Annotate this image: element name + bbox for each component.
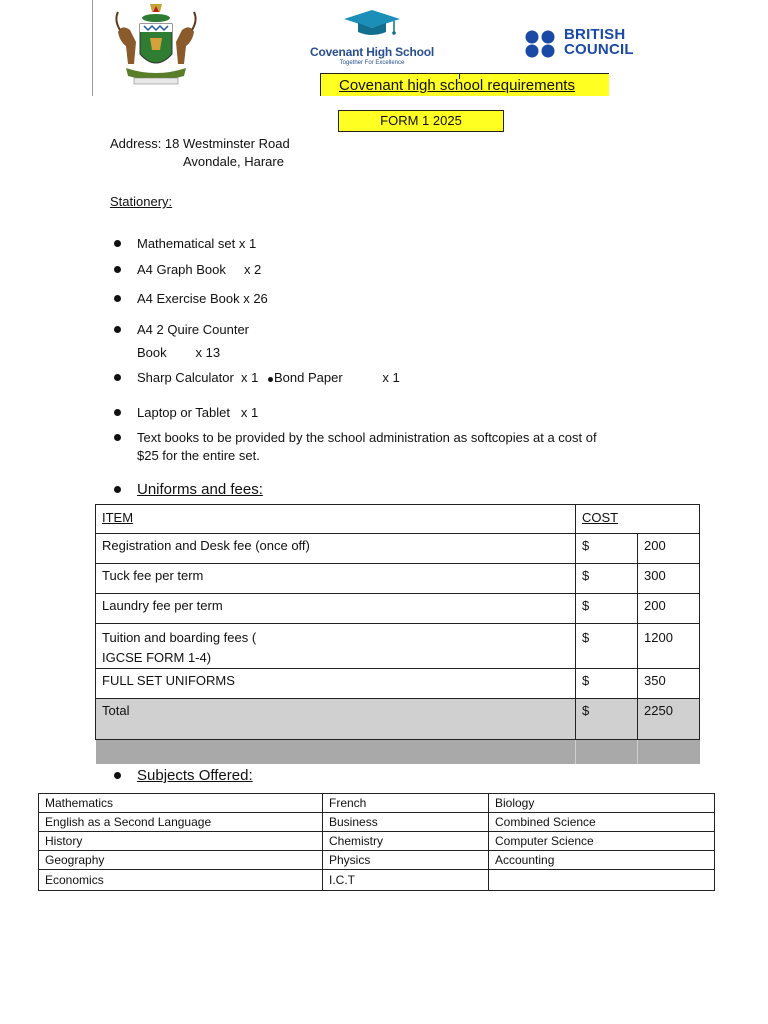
subject-cell: Biology xyxy=(489,794,715,813)
subject-cell: Business xyxy=(323,813,489,832)
fee-cost: 350 xyxy=(638,669,700,699)
british-council-dots-icon xyxy=(524,30,560,58)
bullet-icon xyxy=(114,409,121,416)
bullet-icon xyxy=(114,240,121,247)
table-row xyxy=(39,813,715,832)
subject-cell: Geography xyxy=(39,851,323,870)
fee-item: Registration and Desk fee (once off) xyxy=(96,534,576,564)
table-row xyxy=(96,669,700,699)
table-row xyxy=(96,594,700,624)
subject-cell: Chemistry xyxy=(323,832,489,851)
table-row xyxy=(96,534,700,564)
subject-cell: Computer Science xyxy=(489,832,715,851)
partner-logo-line1: BRITISH xyxy=(564,26,626,43)
currency-symbol: $ xyxy=(576,564,638,594)
partner-logo-line2: COUNCIL xyxy=(564,41,634,58)
bullet-icon xyxy=(114,434,121,441)
shaded-spacer-row xyxy=(96,740,700,765)
fee-item: Tuck fee per term xyxy=(96,564,576,594)
total-label: Total xyxy=(96,699,576,740)
fee-item-line2: IGCSE FORM 1-4) xyxy=(102,650,212,665)
subject-cell: Mathematics xyxy=(39,794,323,813)
total-cost: 2250 xyxy=(638,699,700,740)
subject-cell: Combined Science xyxy=(489,813,715,832)
fees-heading: Uniforms and fees: xyxy=(137,481,263,498)
subject-cell: I.C.T xyxy=(323,870,489,891)
subject-cell: French xyxy=(323,794,489,813)
stationery-heading: Stationery: xyxy=(110,194,173,209)
currency-symbol: $ xyxy=(576,699,638,740)
subject-cell: History xyxy=(39,832,323,851)
table-row xyxy=(39,832,715,851)
document-title: Covenant high school requirements xyxy=(339,77,575,94)
table-row xyxy=(96,624,700,669)
subject-cell: English as a Second Language xyxy=(39,813,323,832)
header-divider xyxy=(92,0,93,96)
table-row xyxy=(39,794,715,813)
subjects-table xyxy=(38,793,715,891)
column-header-item: ITEM xyxy=(102,510,134,525)
coat-of-arms-logo xyxy=(104,2,208,88)
bullet-icon xyxy=(114,295,121,302)
subjects-heading: Subjects Offered: xyxy=(137,767,253,784)
subject-cell: Physics xyxy=(323,851,489,870)
bullet-icon xyxy=(268,377,273,382)
address-line-1: Address: 18 Westminster Road xyxy=(110,136,290,151)
column-header-cost: COST xyxy=(582,510,619,525)
currency-symbol: $ xyxy=(576,534,638,564)
table-row xyxy=(96,564,700,594)
bullet-icon xyxy=(114,486,121,493)
stationery-item: A4 Graph Book x 2 xyxy=(137,262,262,277)
subject-cell: Economics xyxy=(39,870,323,891)
table-header-row xyxy=(96,505,700,534)
fee-item xyxy=(96,624,576,669)
graduation-cap-icon xyxy=(342,8,402,38)
currency-symbol: $ xyxy=(576,669,638,699)
table-row xyxy=(39,851,715,870)
document-title-box xyxy=(320,73,609,96)
british-council-logo xyxy=(524,26,654,60)
fees-table xyxy=(95,504,700,764)
bullet-icon xyxy=(114,374,121,381)
fee-cost: 300 xyxy=(638,564,700,594)
fee-cost: 1200 xyxy=(638,624,700,669)
subject-cell xyxy=(489,870,715,891)
form-year-box xyxy=(338,110,504,132)
school-logo-name: Covenant High School xyxy=(309,45,434,59)
fee-item-line1: Tuition and boarding fees ( xyxy=(102,630,257,645)
currency-symbol: $ xyxy=(576,594,638,624)
stationery-item: Text books to be provided by the school administration as softcopies at a cost of xyxy=(137,430,597,445)
stationery-item: Sharp Calculator x 1 xyxy=(137,370,259,385)
fee-item: FULL SET UNIFORMS xyxy=(96,669,576,699)
stationery-item: Mathematical set x 1 xyxy=(137,236,257,251)
total-row xyxy=(96,699,700,740)
fee-item: Laundry fee per term xyxy=(96,594,576,624)
table-row xyxy=(39,870,715,891)
bullet-icon xyxy=(114,266,121,273)
stationery-item-continued: $25 for the entire set. xyxy=(137,448,260,463)
stationery-item: Bond Paper x 1 xyxy=(274,370,400,385)
stationery-item: A4 2 Quire Counter xyxy=(137,322,250,337)
bullet-icon xyxy=(114,772,121,779)
covenant-high-school-logo xyxy=(306,8,438,70)
stationery-item: Laptop or Tablet x 1 xyxy=(137,405,259,420)
stationery-item-continued: Book x 13 xyxy=(137,345,221,360)
address-line-2: Avondale, Harare xyxy=(183,154,284,169)
fee-cost: 200 xyxy=(638,534,700,564)
subject-cell: Accounting xyxy=(489,851,715,870)
fee-cost: 200 xyxy=(638,594,700,624)
form-year: FORM 1 2025 xyxy=(380,113,462,128)
stationery-item: A4 Exercise Book x 26 xyxy=(137,291,268,306)
currency-symbol: $ xyxy=(576,624,638,669)
school-logo-tagline: Together For Excellence xyxy=(339,60,405,66)
bullet-icon xyxy=(114,326,121,333)
